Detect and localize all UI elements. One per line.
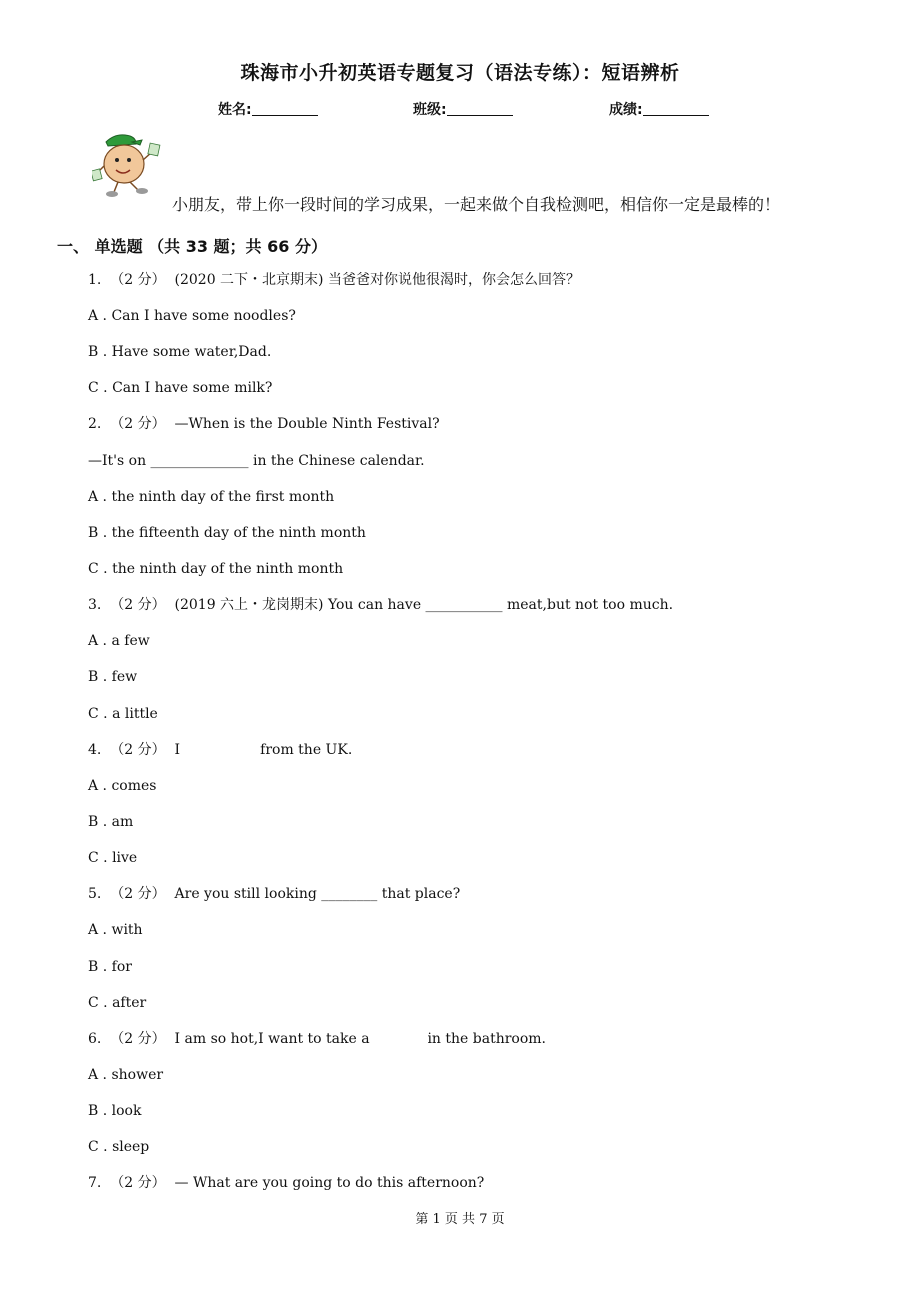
class-field[interactable] [413, 99, 513, 119]
section-heading: 一、 单选题 （共 33 题；共 66 分） [57, 237, 327, 256]
score-label: 成绩: [609, 102, 643, 118]
option-4b[interactable]: B . am [88, 814, 134, 830]
option-5a[interactable]: A . with [88, 922, 143, 938]
score-blank[interactable] [643, 101, 709, 116]
page-number: 第 1 页 共 7 页 [415, 1212, 505, 1227]
option-3b[interactable]: B . few [88, 669, 138, 685]
class-blank[interactable] [447, 101, 513, 116]
question-5: 5. （2 分） Are you still looking ________ that place? [88, 886, 461, 902]
question-4: 4. （2 分） I from the UK. [88, 742, 353, 758]
score-field[interactable] [609, 99, 709, 119]
option-1a[interactable]: A . Can I have some noodles? [88, 308, 296, 324]
option-2a[interactable]: A . the ninth day of the first month [88, 489, 335, 505]
option-2c[interactable]: C . the ninth day of the ninth month [88, 561, 344, 577]
option-5b[interactable]: B . for [88, 959, 132, 975]
question-1: 1. （2 分） (2020 二下・北京期末) 当爸爸对你说他很渴时，你会怎么回答？ [88, 272, 580, 288]
name-label: 姓名: [218, 102, 252, 118]
option-5c[interactable]: C . after [88, 995, 147, 1011]
question-6: 6. （2 分） I am so hot,I want to take a in the bathroom. [88, 1031, 547, 1047]
option-2b[interactable]: B . the fifteenth day of the ninth month [88, 525, 366, 541]
name-blank[interactable] [252, 101, 318, 116]
option-3c[interactable]: C . a little [88, 706, 158, 722]
cartoon-boy-mascot-icon [92, 130, 168, 200]
option-4c[interactable]: C . live [88, 850, 138, 866]
question-2-line2: —It's on ______________ in the Chinese calendar. [88, 453, 425, 469]
option-3a[interactable]: A . a few [88, 633, 150, 649]
question-2: 2. （2 分） —When is the Double Ninth Festival? [88, 416, 440, 432]
class-label: 班级: [413, 102, 447, 118]
name-field[interactable] [218, 99, 318, 119]
student-info-row [0, 99, 920, 123]
option-6a[interactable]: A . shower [88, 1067, 164, 1083]
question-3: 3. （2 分） (2019 六上・龙岗期末) You can have ___________ meat,but not too much. [88, 597, 674, 613]
option-6c[interactable]: C . sleep [88, 1139, 150, 1155]
page-title: 珠海市小升初英语专题复习（语法专练）：短语辨析 [240, 62, 680, 84]
option-1b[interactable]: B . Have some water,Dad. [88, 344, 272, 360]
question-7: 7. （2 分） — What are you going to do this afternoon? [88, 1175, 485, 1191]
option-6b[interactable]: B . look [88, 1103, 142, 1119]
option-1c[interactable]: C . Can I have some milk? [88, 380, 273, 396]
encouragement-text: 小朋友，带上你一段时间的学习成果，一起来做个自我检测吧，相信你一定是最棒的！ [172, 195, 781, 214]
option-4a[interactable]: A . comes [88, 778, 157, 794]
